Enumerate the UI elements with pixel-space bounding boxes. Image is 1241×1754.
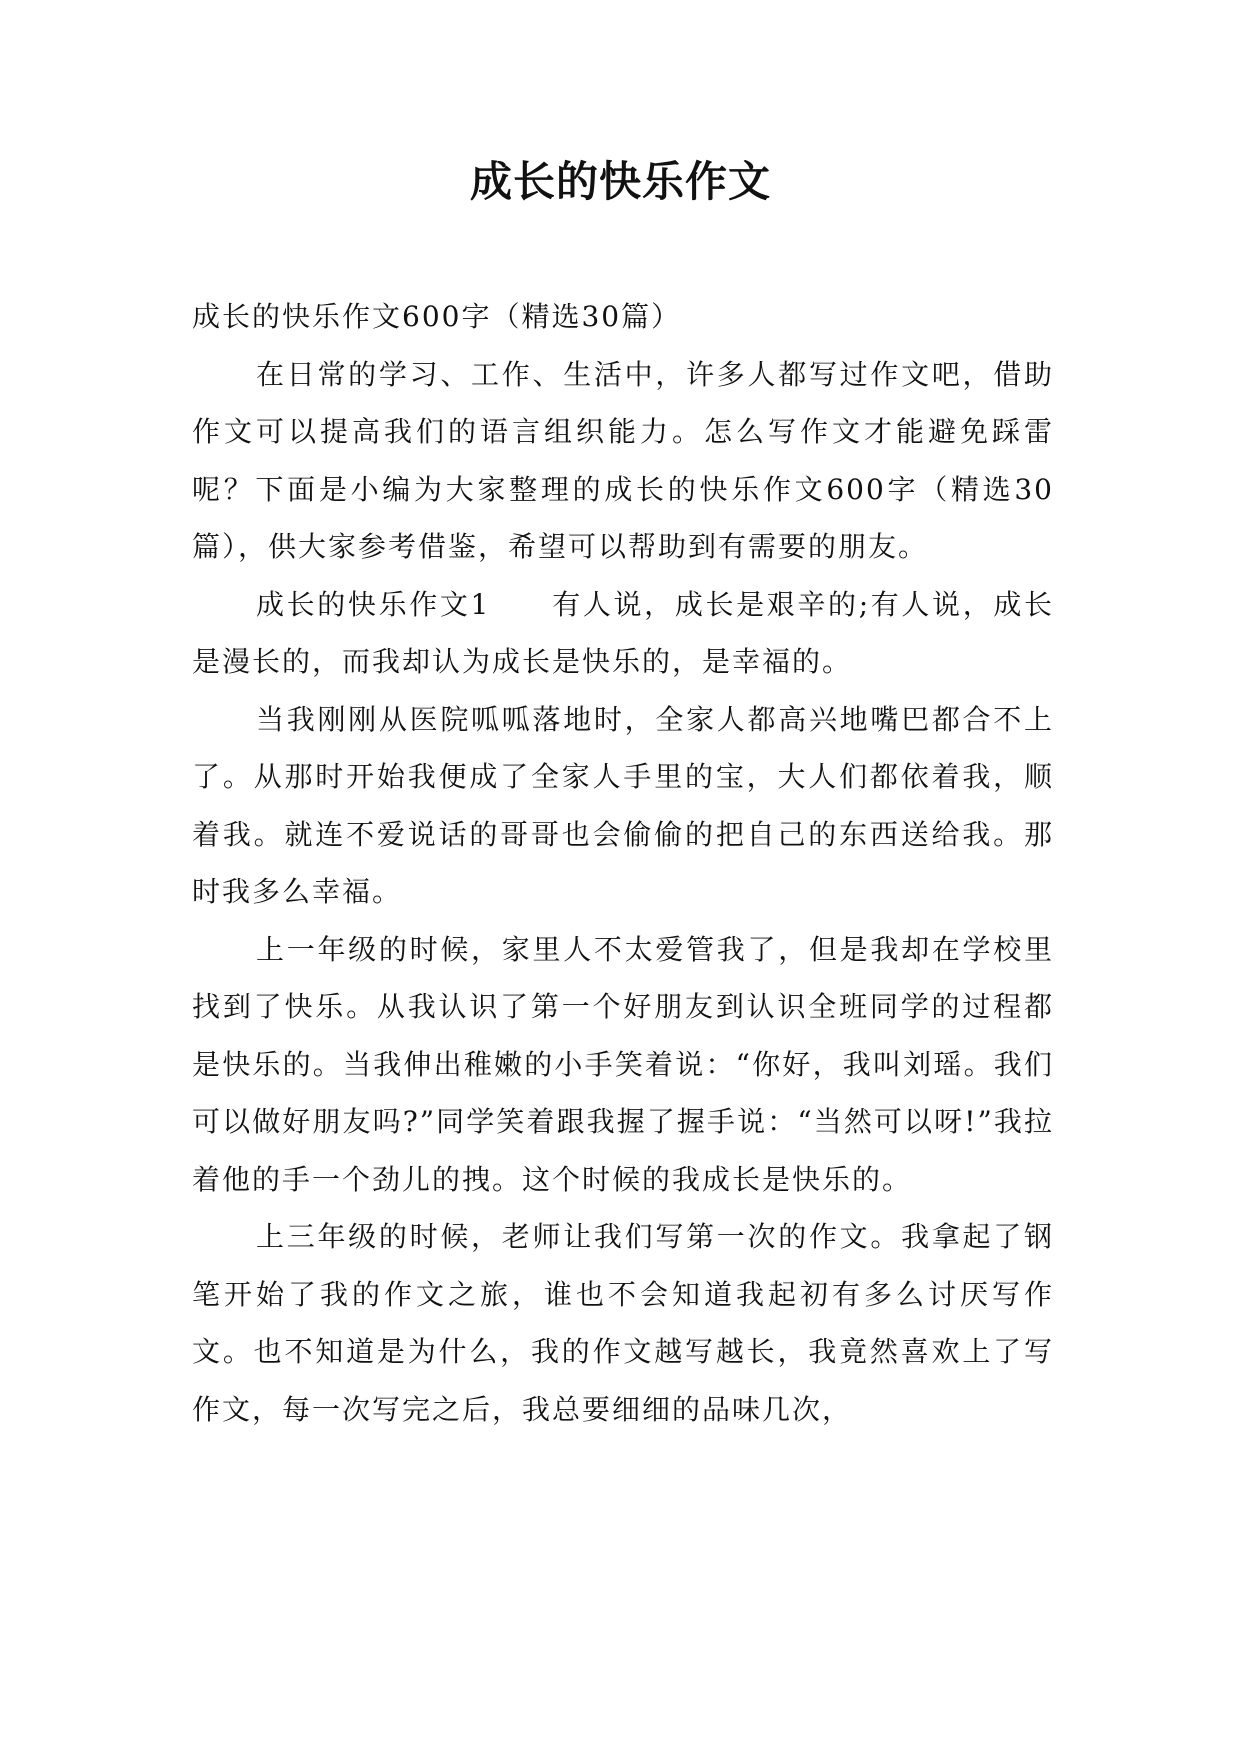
paragraph-birth: 当我刚刚从医院呱呱落地时，全家人都高兴地嘴巴都合不上了。从那时开始我便成了全家人手里的宝，大人们都依着我，顺着我。就连不爱说话的哥哥也会偷偷的把自己的东西送给我。那时我多么幸福。 [192, 702, 1054, 908]
document-title: 成长的快乐作文 [469, 157, 771, 206]
paragraph-intro: 在日常的学习、工作、生活中，许多人都写过作文吧，借助作文可以提高我们的语言组织能力。怎么写作文才能避免踩雷呢？下面是小编为大家整理的成长的快乐作文600字（精选30篇），供大家参考借鉴，希望可以帮助到有需要的朋友。 [192, 357, 1054, 563]
paragraph-essay-1-opening: 成长的快乐作文1 有人说，成长是艰辛的;有人说，成长是漫长的，而我却认为成长是快乐的，是幸福的。 [192, 587, 1054, 678]
paragraph-first-grade: 上一年级的时候，家里人不太爱管我了，但是我却在学校里找到了快乐。从我认识了第一个好朋友到认识全班同学的过程都是快乐的。当我伸出稚嫩的小手笑着说：“你好，我叫刘瑶。我们可以做好朋友吗?”同学笑着跟我握了握手说：“当然可以呀!”我拉着他的手一个劲儿的拽。这个时候的我成长是快乐的。 [192, 932, 1054, 1196]
paragraph-third-grade: 上三年级的时候，老师让我们写第一次的作文。我拿起了钢笔开始了我的作文之旅，谁也不会知道我起初有多么讨厌写作文。也不知道是为什么，我的作文越写越长，我竟然喜欢上了写作文，每一次写完之后，我总要细细的品味几次， [192, 1220, 1054, 1426]
document-body [192, 288, 1054, 1438]
document-subtitle: 成长的快乐作文600字（精选30篇） [192, 300, 682, 333]
